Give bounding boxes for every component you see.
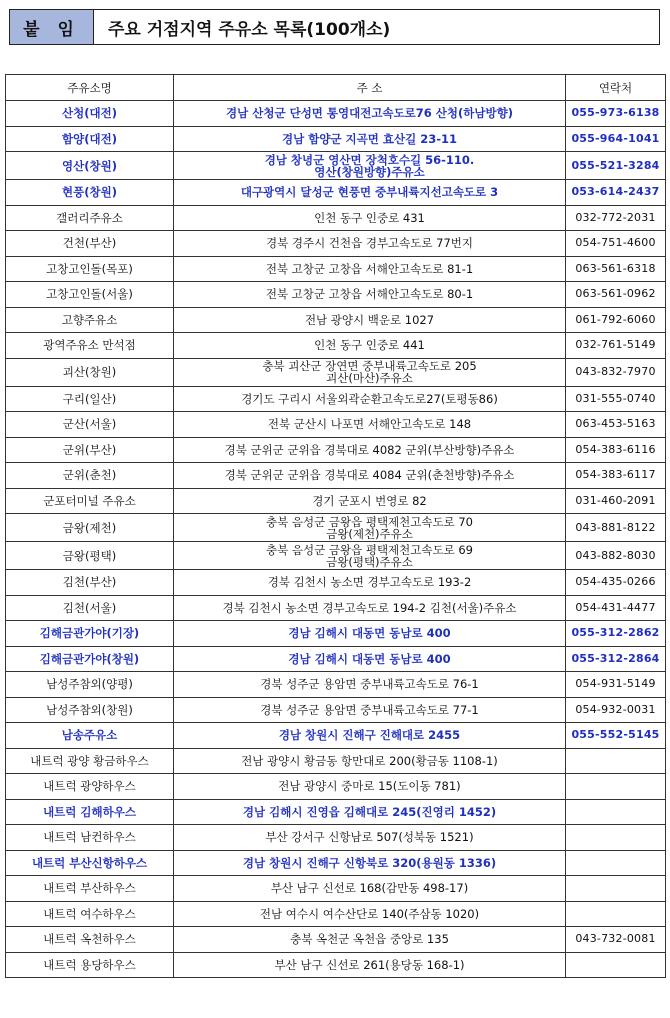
station-phone [566, 748, 666, 774]
station-address [174, 180, 566, 206]
station-phone: 032-761-5149 [566, 333, 666, 359]
address-line-1: 경북 경주시 건천읍 경부고속도로 77번지 [266, 236, 473, 251]
station-phone: 061-792-6060 [566, 307, 666, 333]
station-phone: 043-832-7970 [566, 358, 666, 386]
table-row [6, 927, 666, 953]
station-phone [566, 825, 666, 851]
station-name: 내트럭 용당하우스 [6, 952, 174, 978]
table-row [6, 282, 666, 308]
station-name: 내트럭 광양 황금하우스 [6, 748, 174, 774]
station-address [174, 850, 566, 876]
address-line-1: 전남 광양시 황금동 항만대로 200(황금동 1108-1) [241, 753, 498, 768]
station-address [174, 825, 566, 851]
address-line-1: 경북 군위군 군위읍 경북대로 4084 군위(춘천방향)주유소 [224, 468, 515, 483]
station-address [174, 437, 566, 463]
station-address [174, 570, 566, 596]
station-address [174, 126, 566, 152]
station-name: 함양(대전) [6, 126, 174, 152]
table-row [6, 570, 666, 596]
station-address [174, 542, 566, 570]
address-line-1: 전남 여수시 여수산단로 140(주삼동 1020) [259, 906, 480, 921]
address-line-1: 경남 산청군 단성면 통영대전고속도로76 산청(하남방향) [226, 106, 513, 121]
station-name: 군산(서울) [6, 412, 174, 438]
address-line-1: 충북 음성군 금왕읍 평택제천고속도로 69 [266, 542, 473, 557]
address-line-1: 인천 동구 인중로 431 [314, 210, 425, 225]
address-line-1: 경북 김천시 농소면 경부고속도로 194-2 김천(서울)주유소 [222, 600, 517, 615]
station-phone: 054-931-5149 [566, 672, 666, 698]
station-address [174, 488, 566, 514]
address-line-1: 충북 괴산군 장연면 중부내륙고속도로 205 [262, 359, 477, 373]
table-row [6, 101, 666, 127]
station-phone [566, 876, 666, 902]
table-row [6, 333, 666, 359]
table-row [6, 697, 666, 723]
station-name: 현풍(창원) [6, 180, 174, 206]
table-row [6, 542, 666, 570]
station-phone: 054-383-6117 [566, 463, 666, 489]
table-row [6, 307, 666, 333]
station-phone: 055-973-6138 [566, 101, 666, 127]
address-line-1: 경북 군위군 군위읍 경북대로 4082 군위(부산방향)주유소 [224, 442, 515, 457]
station-phone: 055-312-2864 [566, 646, 666, 672]
address-line-1: 전북 군산시 나포면 서해안고속도로 148 [267, 417, 472, 432]
table-row [6, 876, 666, 902]
station-address [174, 723, 566, 749]
address-line-1: 전남 광양시 중마로 15(도이동 781) [278, 779, 461, 794]
attachment-tag: 붙 임 [10, 10, 94, 44]
station-address [174, 333, 566, 359]
address-line-1: 전북 고창군 고창읍 서해안고속도로 81-1 [265, 261, 474, 276]
address-line-1: 경남 김해시 진영읍 김해대로 245(진영리 1452) [242, 804, 497, 819]
station-address [174, 152, 566, 180]
table-row [6, 463, 666, 489]
station-phone: 054-435-0266 [566, 570, 666, 596]
station-phone: 055-521-3284 [566, 152, 666, 180]
station-phone: 055-964-1041 [566, 126, 666, 152]
address-line-2: 금왕(평택)주유소 [326, 554, 413, 569]
station-phone [566, 952, 666, 978]
station-phone: 063-453-5163 [566, 412, 666, 438]
table-row [6, 256, 666, 282]
station-address [174, 514, 566, 542]
station-address [174, 412, 566, 438]
station-phone [566, 799, 666, 825]
address-line-1: 경기 군포시 번영로 82 [312, 493, 427, 508]
station-phone: 053-614-2437 [566, 180, 666, 206]
address-line-1: 경북 성주군 용암면 중부내륙고속도로 76-1 [260, 677, 479, 692]
station-phone: 031-555-0740 [566, 386, 666, 412]
station-name: 고창고인돌(목포) [6, 256, 174, 282]
station-name: 남송주유소 [6, 723, 174, 749]
address-line-1: 경기도 구리시 서울외곽순환고속도로27(토평동86) [241, 391, 498, 406]
station-name: 고향주유소 [6, 307, 174, 333]
station-name: 군위(부산) [6, 437, 174, 463]
table-row [6, 952, 666, 978]
station-address [174, 256, 566, 282]
station-name: 내트럭 김해하우스 [6, 799, 174, 825]
station-name: 괴산(창원) [6, 358, 174, 386]
station-phone: 055-312-2862 [566, 621, 666, 647]
station-name: 군포터미널 주유소 [6, 488, 174, 514]
address-line-2: 영산(창원방향)주유소 [314, 164, 425, 179]
address-line-1: 부산 남구 신선로 168(감만동 498-17) [270, 881, 469, 896]
table-row [6, 621, 666, 647]
station-phone: 054-932-0031 [566, 697, 666, 723]
station-name: 영산(창원) [6, 152, 174, 180]
station-phone: 054-751-4600 [566, 231, 666, 257]
address-line-1: 부산 강서구 신항남로 507(성북동 1521) [265, 830, 474, 845]
address-line-1: 부산 남구 신선로 261(용당동 168-1) [274, 957, 465, 972]
table-row [6, 825, 666, 851]
station-phone: 032-772-2031 [566, 205, 666, 231]
station-address [174, 358, 566, 386]
station-address [174, 386, 566, 412]
gas-station-table [5, 74, 666, 978]
station-name: 김천(서울) [6, 595, 174, 621]
station-name: 내트럭 옥천하우스 [6, 927, 174, 953]
station-address [174, 307, 566, 333]
station-address [174, 205, 566, 231]
column-header-phone: 연락처 [566, 75, 666, 101]
station-name: 김해금관가야(기장) [6, 621, 174, 647]
table-row [6, 180, 666, 206]
address-line-2: 괴산(마산)주유소 [326, 371, 413, 385]
address-line-1: 전북 고창군 고창읍 서해안고속도로 80-1 [265, 287, 474, 302]
station-phone: 063-561-6318 [566, 256, 666, 282]
station-name: 내트럭 부산신항하우스 [6, 850, 174, 876]
station-phone: 055-552-5145 [566, 723, 666, 749]
station-name: 내트럭 부산하우스 [6, 876, 174, 902]
station-address [174, 621, 566, 647]
table-row [6, 514, 666, 542]
station-phone: 063-561-0962 [566, 282, 666, 308]
table-row [6, 205, 666, 231]
station-name: 건천(부산) [6, 231, 174, 257]
station-name: 금왕(제천) [6, 514, 174, 542]
station-address [174, 463, 566, 489]
station-name: 남성주참외(창원) [6, 697, 174, 723]
table-row [6, 152, 666, 180]
address-line-1: 경북 성주군 용암면 중부내륙고속도로 77-1 [260, 702, 479, 717]
address-line-1: 경남 김해시 대동면 동남로 400 [288, 651, 451, 666]
station-phone: 043-882-8030 [566, 542, 666, 570]
table-row [6, 386, 666, 412]
document-title: 주요 거점지역 주유소 목록(100개소) [108, 19, 391, 40]
table-row [6, 488, 666, 514]
address-line-1: 경남 창원시 진해구 진해대로 2455 [278, 728, 461, 743]
table-row [6, 126, 666, 152]
station-address [174, 748, 566, 774]
station-address [174, 595, 566, 621]
column-header-address: 주 소 [174, 75, 566, 101]
table-row [6, 901, 666, 927]
station-name: 내트럭 여수하우스 [6, 901, 174, 927]
station-phone: 043-881-8122 [566, 514, 666, 542]
station-name: 광역주유소 만석점 [6, 333, 174, 359]
address-line-1: 경남 함양군 지곡면 효산길 23-11 [282, 131, 457, 146]
station-phone [566, 850, 666, 876]
address-line-1: 전남 광양시 백운로 1027 [304, 312, 435, 327]
table-row [6, 774, 666, 800]
address-line-1: 인천 동구 인중로 441 [314, 338, 425, 353]
station-address [174, 876, 566, 902]
station-name: 김천(부산) [6, 570, 174, 596]
station-address [174, 101, 566, 127]
station-phone [566, 774, 666, 800]
station-name: 내트럭 남컨하우스 [6, 825, 174, 851]
table-row [6, 799, 666, 825]
table-row [6, 412, 666, 438]
station-name: 고창고인돌(서울) [6, 282, 174, 308]
address-line-1: 충북 옥천군 옥천읍 중앙로 135 [290, 932, 449, 947]
station-address [174, 231, 566, 257]
table-row [6, 646, 666, 672]
station-phone [566, 901, 666, 927]
station-address [174, 697, 566, 723]
column-header-name: 주유소명 [6, 75, 174, 101]
table-row [6, 672, 666, 698]
station-address [174, 672, 566, 698]
station-address [174, 646, 566, 672]
address-line-1: 대구광역시 달성군 현풍면 중부내륙지선고속도로 3 [240, 185, 499, 200]
address-line-2: 금왕(제천)주유소 [326, 526, 413, 541]
table-row [6, 723, 666, 749]
station-name: 김해금관가야(창원) [6, 646, 174, 672]
station-name: 갤러리주유소 [6, 205, 174, 231]
address-line-1: 충북 음성군 금왕읍 평택제천고속도로 70 [266, 514, 473, 529]
station-phone: 031-460-2091 [566, 488, 666, 514]
station-name: 내트럭 광양하우스 [6, 774, 174, 800]
station-address [174, 952, 566, 978]
table-row [6, 748, 666, 774]
station-phone: 043-732-0081 [566, 927, 666, 953]
table-row [6, 231, 666, 257]
station-address [174, 774, 566, 800]
address-line-1: 경남 김해시 대동면 동남로 400 [288, 626, 451, 641]
table-row [6, 595, 666, 621]
station-name: 군위(춘천) [6, 463, 174, 489]
table-row [6, 850, 666, 876]
station-address [174, 901, 566, 927]
table-row [6, 437, 666, 463]
station-phone: 054-383-6116 [566, 437, 666, 463]
station-name: 남성주참외(양평) [6, 672, 174, 698]
address-line-1: 경남 창녕군 영산면 장척호수길 56-110. [264, 152, 475, 167]
station-address [174, 927, 566, 953]
address-line-1: 경북 김천시 농소면 경부고속도로 193-2 [267, 575, 472, 590]
station-address [174, 282, 566, 308]
document-header [9, 9, 660, 45]
station-address [174, 799, 566, 825]
station-name: 구리(일산) [6, 386, 174, 412]
table-row [6, 358, 666, 386]
station-name: 산청(대전) [6, 101, 174, 127]
station-name: 금왕(평택) [6, 542, 174, 570]
station-phone: 054-431-4477 [566, 595, 666, 621]
address-line-1: 경남 창원시 진해구 신항북로 320(용원동 1336) [242, 855, 497, 870]
